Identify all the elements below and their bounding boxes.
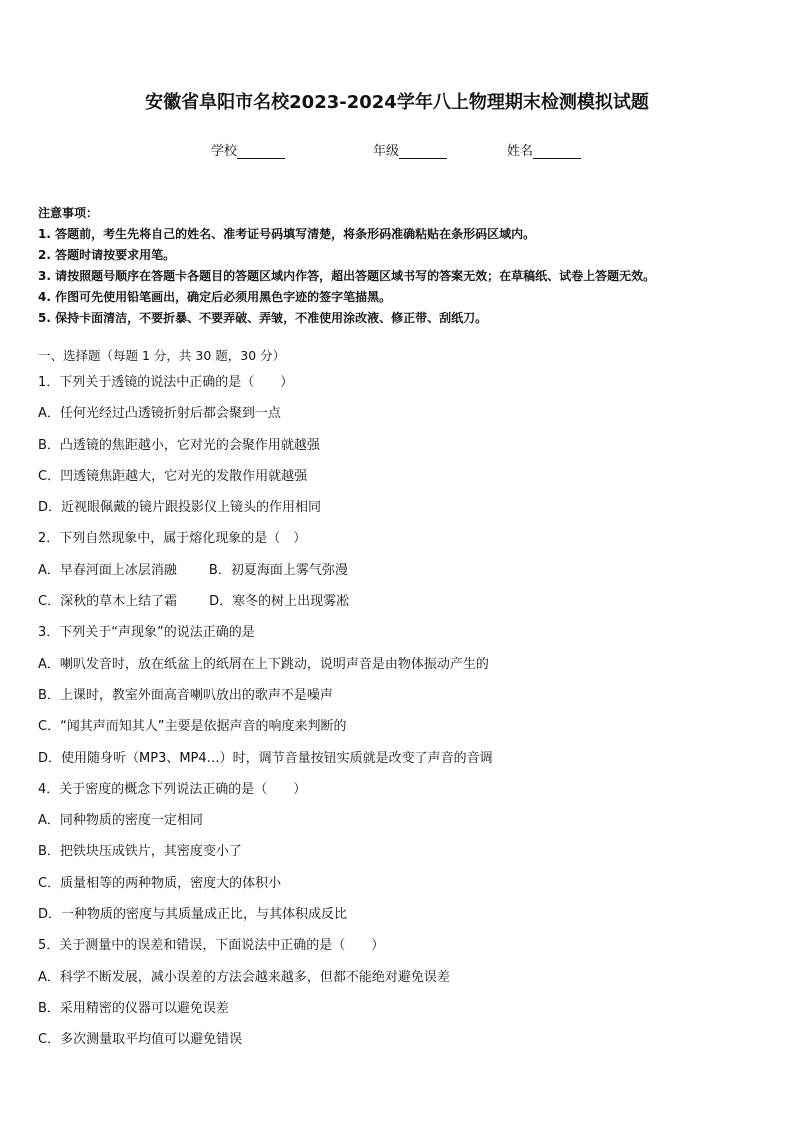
question-stem: 5．关于测量中的误差和错误，下面说法中正确的是（ ）	[38, 938, 385, 954]
notice-item: 1. 答题前，考生先将自己的姓名、准考证号码填写清楚，将条形码准确粘贴在条形码区域内。	[38, 227, 536, 241]
school-label: 学校	[211, 144, 238, 159]
option-row	[38, 555, 768, 586]
school-field	[211, 140, 285, 159]
option-d: D．近视眼佩戴的镜片跟投影仪上镜头的作用相同	[38, 500, 322, 516]
option-b: B．采用精密的仪器可以避免误差	[38, 1000, 229, 1016]
option-a: A．任何光经过凸透镜折射后都会聚到一点	[38, 406, 281, 422]
option-c: C．凹透镜焦距越大，它对光的发散作用就越强	[38, 468, 308, 484]
name-field	[507, 140, 581, 159]
grade-blank	[399, 144, 447, 159]
question-list	[38, 367, 768, 1056]
question-stem: 1．下列关于透镜的说法中正确的是（ ）	[38, 375, 294, 390]
student-info-row	[0, 140, 794, 160]
option-a: A．同种物质的密度一定相同	[38, 813, 203, 829]
question-stem: 4．关于密度的概念下列说法正确的是（ ）	[38, 781, 307, 797]
option-b: B．初夏海面上雾气弥漫	[208, 562, 348, 578]
school-blank	[237, 144, 285, 159]
notice-item: 5. 保持卡面清洁，不要折暴、不要弄破、弄皱，不准使用涂改液、修正带、刮纸刀。	[38, 311, 488, 325]
grade-field	[373, 140, 447, 159]
notice-block	[38, 203, 768, 329]
question-stem: 3．下列关于“声现象”的说法正确的是	[38, 625, 255, 641]
option-c: C．多次测量取平均值可以避免错误	[38, 1032, 243, 1048]
option-row	[38, 586, 768, 617]
notice-item: 4. 作图可先使用铅笔画出，确定后必须用黑色字迹的签字笔描黑。	[38, 290, 392, 304]
name-blank	[533, 144, 581, 159]
option-a: A．早春河面上冰层消融	[38, 562, 177, 578]
notice-heading: 注意事项：	[38, 206, 99, 220]
option-d: D．使用随身听（MP3、MP4…）时，调节音量按钮实质就是改变了声音的音调	[38, 750, 493, 766]
option-c: C．质量相等的两种物质，密度大的体积小	[38, 875, 282, 891]
option-b: B．上课时，教室外面高音喇叭放出的歌声不是噪声	[38, 687, 333, 703]
notice-item: 2. 答题时请按要求用笔。	[38, 248, 176, 262]
option-b: B．把铁块压成铁片，其密度变小了	[38, 844, 242, 860]
name-label: 姓名	[507, 144, 534, 159]
option-d: D．一种物质的密度与其质量成正比，与其体积成反比	[38, 907, 348, 923]
question-stem: 2．下列自然现象中，属于熔化现象的是（ ）	[38, 531, 307, 547]
section-heading: 一、选择题（每题 1 分，共 30 题，30 分）	[38, 348, 286, 363]
option-c: C．“闻其声而知其人”主要是依据声音的响度来判断的	[38, 719, 347, 735]
option-c: C．深秋的草木上结了霜	[38, 594, 178, 610]
option-a: A．科学不断发展，减小误差的方法会越来越多，但都不能绝对避免误差	[38, 969, 450, 985]
grade-label: 年级	[373, 144, 400, 159]
option-b: B．凸透镜的焦距越小，它对光的会聚作用就越强	[38, 437, 320, 453]
option-a: A．喇叭发音时，放在纸盆上的纸屑在上下跳动，说明声音是由物体振动产生的	[38, 656, 489, 672]
page-title: 安徽省阜阳市名校2023-2024学年八上物理期末检测模拟试题	[145, 92, 649, 113]
option-d: D．寒冬的树上出现雾凇	[209, 594, 350, 610]
notice-item: 3. 请按照题号顺序在答题卡各题目的答题区域内作答，超出答题区域书写的答案无效；在草稿纸、试卷上答题无效。	[38, 269, 656, 283]
